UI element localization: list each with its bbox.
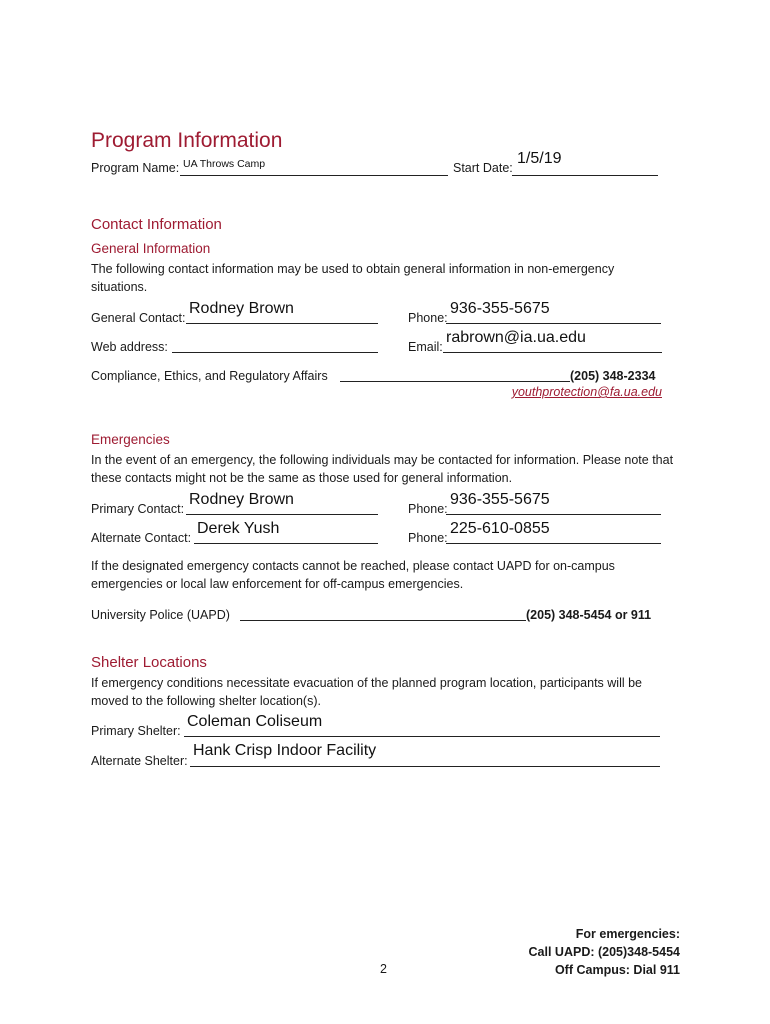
primary-shelter-label: Primary Shelter: [91,724,181,738]
footer-emergencies-label: For emergencies: [575,927,680,941]
primary-phone-underline [446,514,661,515]
email-underline [443,352,662,353]
alternate-contact-label: Alternate Contact: [91,531,192,545]
shelter-description: If emergency conditions necessitate evacuation of the planned program location, participants will be moved to the following shelter location(s). [91,676,643,708]
primary-shelter-field[interactable]: Coleman Coliseum [187,713,323,730]
alternate-phone-underline [446,543,661,544]
general-contact-field[interactable]: Rodney Brown [189,300,294,317]
primary-shelter-underline [184,736,660,737]
fallback-description: If the designated emergency contacts cannot be reached, please contact UAPD for on-campus emergencies or local law enforcement for off-campus emergencies. [91,559,615,591]
web-address-label: Web address: [91,340,168,354]
primary-phone-label: Phone: [408,502,448,516]
primary-phone-field[interactable]: 936-355-5675 [450,491,550,508]
general-phone-label: Phone: [408,311,448,325]
page-number: 2 [380,962,387,976]
general-phone-underline [446,323,661,324]
general-info-description: The following contact information may be used to obtain general information in non-emergency situations. [91,262,615,294]
alternate-contact-underline [194,543,378,544]
compliance-label: Compliance, Ethics, and Regulatory Affairs [91,369,328,383]
footer-uapd-line: Call UAPD: (205)348-5454 [528,945,680,959]
footer-offcampus-line: Off Campus: Dial 911 [554,963,680,977]
email-label: Email: [408,340,443,354]
email-field[interactable]: rabrown@ia.ua.edu [446,329,586,346]
primary-contact-field[interactable]: Rodney Brown [189,491,294,508]
uapd-underline [240,620,526,621]
emergencies-description: In the event of an emergency, the following individuals may be contacted for information. Please note that these contacts might not be the same as those used for general information. [91,453,674,485]
shelter-heading: Shelter Locations [91,654,207,671]
alternate-shelter-label: Alternate Shelter: [91,754,188,768]
web-address-underline [172,352,378,353]
general-info-heading: General Information [91,241,211,256]
program-name-underline [180,175,448,176]
compliance-underline [340,381,570,382]
general-contact-underline [186,323,378,324]
uapd-label: University Police (UAPD) [91,608,230,622]
primary-contact-underline [186,514,378,515]
emergencies-heading: Emergencies [91,432,170,447]
page-title: Program Information [91,129,283,152]
general-contact-label: General Contact: [91,311,186,325]
uapd-phone: (205) 348-5454 or 911 [526,608,652,622]
start-date-underline [512,175,658,176]
alternate-phone-field[interactable]: 225-610-0855 [450,520,550,537]
contact-heading: Contact Information [91,216,222,233]
program-name-label: Program Name: [91,161,180,175]
alternate-phone-label: Phone: [408,531,448,545]
start-date-label: Start Date: [453,161,513,175]
start-date-field[interactable]: 1/5/19 [517,150,562,167]
primary-contact-label: Primary Contact: [91,502,185,516]
alternate-contact-field[interactable]: Derek Yush [197,520,280,537]
general-phone-field[interactable]: 936-355-5675 [450,300,550,317]
compliance-email-link[interactable]: youthprotection@fa.ua.edu [511,385,662,399]
program-name-field[interactable]: UA Throws Camp [183,158,266,170]
compliance-phone: (205) 348-2334 [570,369,656,383]
alternate-shelter-field[interactable]: Hank Crisp Indoor Facility [193,742,377,759]
alternate-shelter-underline [190,766,660,767]
